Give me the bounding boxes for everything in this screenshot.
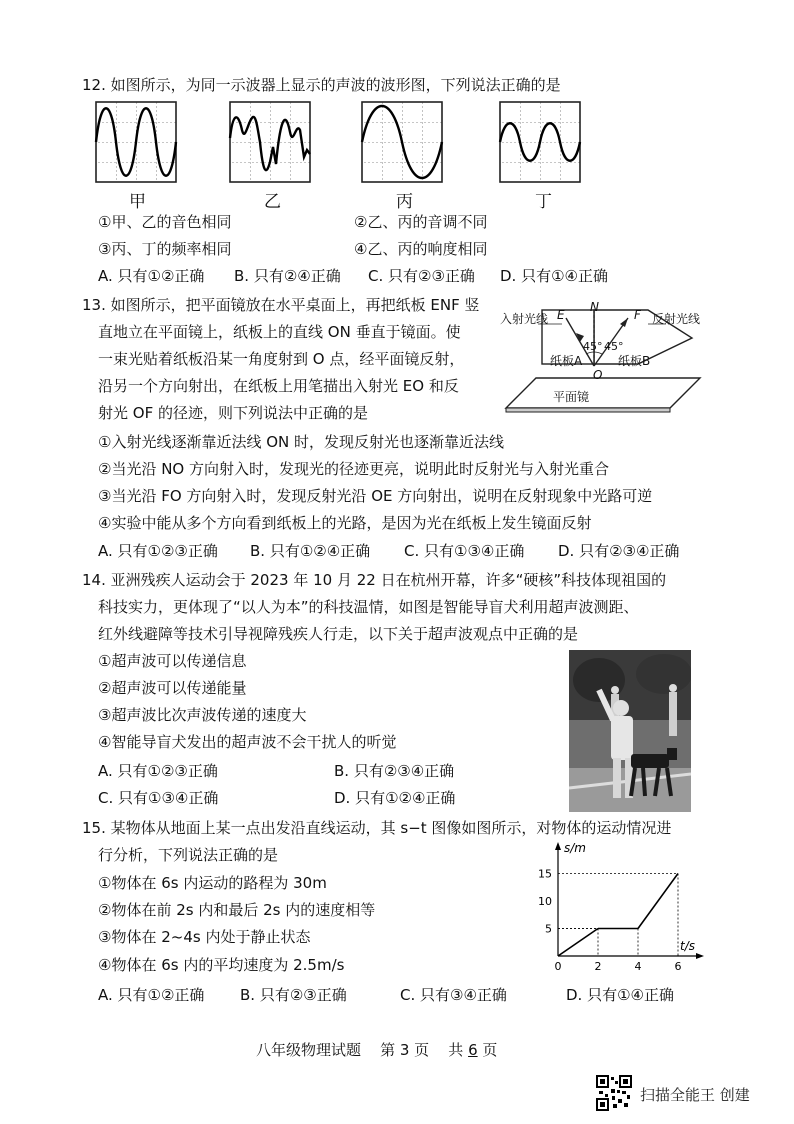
q15-option-b: B. 只有②③正确 — [240, 986, 347, 1004]
chart-x-tick: 4 — [634, 960, 642, 973]
q15-statement-4: ④物体在 6s 内的平均速度为 2.5m/s — [98, 956, 345, 974]
q12-stem: 12. 如图所示，为同一示波器上显示的声波的波形图，下列说法正确的是 — [82, 76, 561, 94]
footer — [256, 1039, 497, 1060]
q13-option-d: D. 只有②③④正确 — [558, 542, 680, 560]
q13-statement-3: ③当光沿 FO 方向射入时，发现反射光沿 OE 方向射出，说明在反射现象中光路可逆 — [98, 487, 653, 505]
q15-stem-line1: 15. 某物体从地面上某一点出发沿直线运动，其 s−t 图像如图所示，对物体的运动情况进 — [82, 819, 672, 837]
fig-label-incident: 入射光线 — [500, 312, 549, 326]
q14-option-c: C. 只有①③④正确 — [98, 789, 219, 807]
q14-option-b: B. 只有②③④正确 — [334, 762, 455, 780]
fig-label-reflected: 反射光线 — [652, 312, 701, 326]
q13-stem-line1: 13. 如图所示，把平面镜放在水平桌面上，再把纸板 ENF 竖 — [82, 296, 480, 314]
q13-option-c: C. 只有①③④正确 — [404, 542, 525, 560]
chart-y-tick: 5 — [545, 922, 552, 936]
q12-option-c: C. 只有②③正确 — [368, 267, 475, 285]
s-t-chart — [530, 838, 710, 978]
scanner-watermark: 扫描全能王 创建 — [640, 1086, 750, 1104]
chart-x-tick: 2 — [594, 960, 602, 973]
q13-option-a: A. 只有①②③正确 — [98, 542, 218, 560]
guide-dog-photo — [569, 650, 691, 812]
q14-statement-1: ①超声波可以传递信息 — [98, 652, 247, 670]
fig-label-angle-1: 45° — [583, 340, 603, 353]
footer-total-post: 页 — [482, 1041, 498, 1059]
q14-statement-2: ②超声波可以传递能量 — [98, 679, 247, 697]
q13-stem-line4: 沿另一个方向射出，在纸板上用笔描出入射光 EO 和反 — [98, 377, 459, 395]
q12-option-b: B. 只有②④正确 — [234, 267, 341, 285]
fig-label-E: E — [557, 308, 565, 322]
q12-statement-2: ②乙、丙的音调不同 — [354, 213, 488, 231]
footer-page: 第 3 页 — [380, 1041, 430, 1059]
chart-x-tick: 0 — [554, 960, 562, 973]
fig-label-mirror: 平面镜 — [553, 390, 590, 404]
q12-waveforms — [92, 100, 662, 192]
q13-statement-4: ④实验中能从多个方向看到纸板上的光路，是因为光在纸板上发生镜面反射 — [98, 514, 592, 532]
q15-statement-3: ③物体在 2~4s 内处于静止状态 — [98, 928, 311, 946]
q12-option-d: D. 只有①④正确 — [500, 267, 608, 285]
q15-stem-line2: 行分析，下列说法正确的是 — [98, 846, 279, 864]
waveform-yi — [230, 102, 310, 182]
q15-statement-2: ②物体在前 2s 内和最后 2s 内的速度相等 — [98, 901, 376, 919]
q14-stem-line2: 科技实力，更体现了“以人为本”的科技温情，如图是智能导盲犬利用超声波测距、 — [98, 598, 639, 616]
chart-y-label: s/m — [564, 841, 586, 855]
fig-label-board-b: 纸板B — [618, 354, 651, 368]
chart-y-tick: 10 — [538, 895, 552, 908]
wave-label-ding: 丁 — [535, 192, 552, 212]
q13-stem-line2: 直地立在平面镜上，纸板上的直线 ON 垂直于镜面。使 — [98, 323, 461, 341]
q15-option-c: C. 只有③④正确 — [400, 986, 507, 1004]
waveform-jia — [96, 102, 176, 182]
fig-label-angle-2: 45° — [604, 340, 624, 353]
fig-label-N: N — [590, 300, 599, 314]
waveform-bing — [362, 102, 442, 182]
footer-total-pre: 共 — [448, 1041, 464, 1059]
q12-option-a: A. 只有①②正确 — [98, 267, 205, 285]
q13-option-b: B. 只有①②④正确 — [250, 542, 371, 560]
q12-statement-3: ③丙、丁的频率相同 — [98, 240, 232, 258]
q13-stem-line3: 一束光贴着纸板沿某一角度射到 O 点，经平面镜反射， — [98, 350, 465, 368]
chart-x-label: t/s — [680, 939, 695, 953]
chart-series-segment — [638, 874, 678, 929]
q12-statement-1: ①甲、乙的音色相同 — [98, 213, 232, 231]
chart-x-tick: 6 — [674, 960, 682, 973]
chart-y-arrow — [555, 842, 561, 850]
qr-code-icon — [596, 1075, 632, 1111]
q14-stem-line1: 14. 亚洲残疾人运动会于 2023 年 10 月 22 日在杭州开幕，许多“硬核”科技体现祖国的 — [82, 571, 667, 589]
footer-subject: 八年级物理试题 — [256, 1041, 362, 1059]
q14-statement-3: ③超声波比次声波传递的速度大 — [98, 706, 307, 724]
wave-label-jia: 甲 — [129, 192, 146, 212]
q15-option-d: D. 只有①④正确 — [566, 986, 674, 1004]
q14-option-a: A. 只有①②③正确 — [98, 762, 218, 780]
q13-statement-2: ②当光沿 NO 方向射入时，发现光的径迹更亮，说明此时反射光与入射光重合 — [98, 460, 610, 478]
fig-label-O: O — [593, 368, 603, 382]
q14-option-d: D. 只有①②④正确 — [334, 789, 456, 807]
q14-stem-line3: 红外线避障等技术引导视障残疾人行走，以下关于超声波观点中正确的是 — [98, 625, 579, 643]
q15-statement-1: ①物体在 6s 内运动的路程为 30m — [98, 874, 327, 892]
chart-y-tick: 15 — [538, 867, 552, 881]
q15-option-a: A. 只有①②正确 — [98, 986, 205, 1004]
wave-label-bing: 丙 — [396, 192, 413, 212]
fig-label-F: F — [634, 308, 641, 322]
q13-stem-line5: 射光 OF 的径迹，则下列说法中正确的是 — [98, 404, 368, 422]
wave-label-yi: 乙 — [264, 192, 281, 212]
footer-total-num: 6 — [468, 1041, 478, 1059]
q14-statement-4: ④智能导盲犬发出的超声波不会干扰人的听觉 — [98, 733, 397, 751]
chart-x-arrow — [696, 953, 704, 959]
waveform-ding — [500, 102, 580, 182]
chart-series-segment — [558, 929, 598, 957]
fig-label-board-a: 纸板A — [550, 354, 583, 368]
q13-statement-1: ①入射光线逐渐靠近法线 ON 时，发现反射光也逐渐靠近法线 — [98, 433, 505, 451]
q12-statement-4: ④乙、丙的响度相同 — [354, 240, 488, 258]
